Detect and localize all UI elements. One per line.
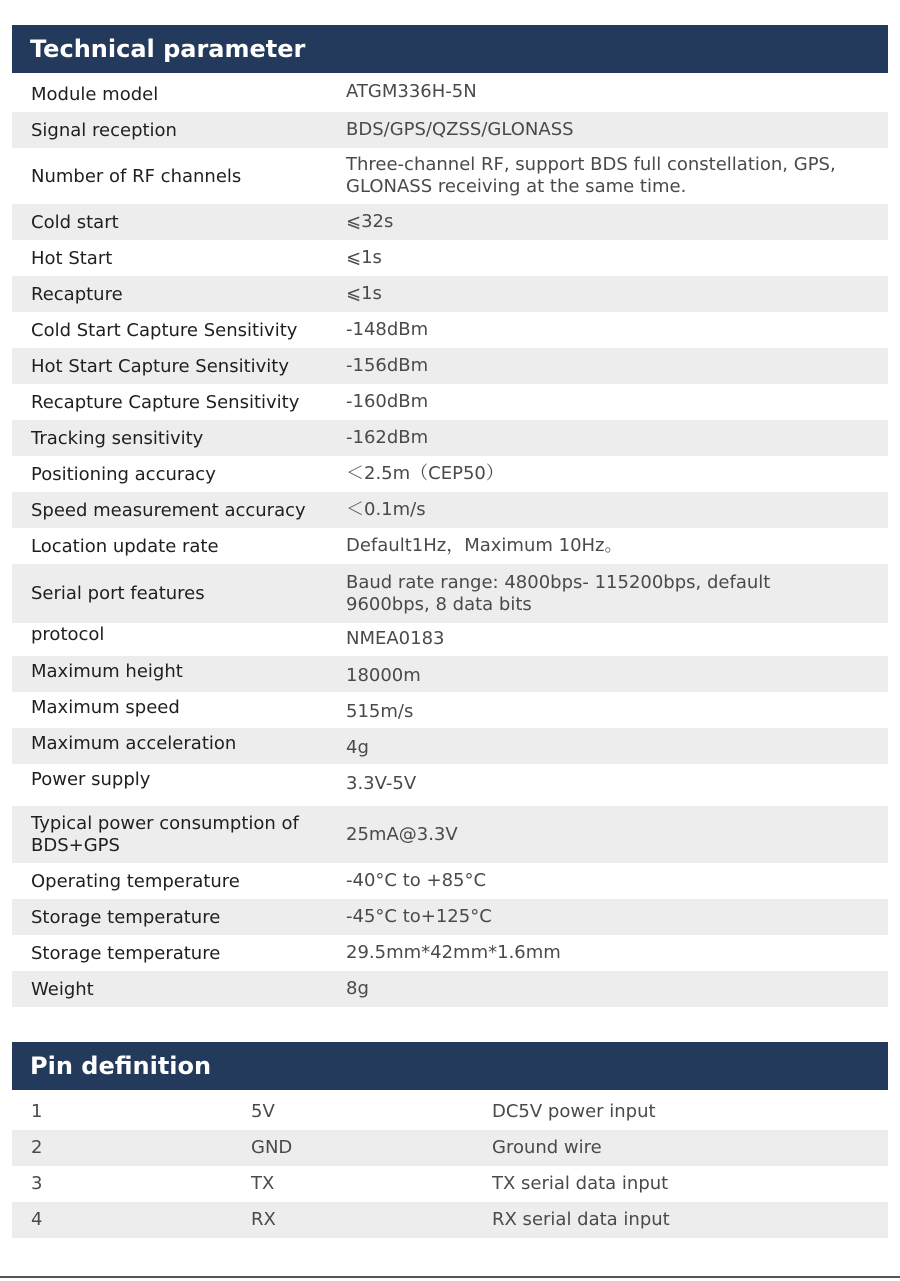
- param-label: Number of RF channels: [31, 165, 242, 187]
- param-label: Tracking sensitivity: [31, 427, 204, 449]
- table-row: [12, 76, 888, 112]
- table-row: [12, 112, 888, 148]
- table-row: [12, 420, 888, 456]
- param-label: Serial port features: [31, 583, 205, 604]
- param-value: -162dBm: [346, 427, 429, 448]
- table-row: [12, 492, 888, 528]
- param-label: Recapture: [31, 283, 123, 305]
- param-value: 18000m: [346, 665, 421, 686]
- param-value: ＜0.1m/s: [346, 499, 426, 520]
- param-label: Storage temperature: [31, 906, 221, 928]
- param-value: 3.3V-5V: [346, 773, 417, 794]
- param-value: ⩽1s: [346, 283, 382, 304]
- table-row: [12, 564, 888, 623]
- param-value: BDS/GPS/QZSS/GLONASS: [346, 119, 574, 140]
- param-label: Cold start: [31, 211, 119, 233]
- pin-name: TX: [251, 1173, 275, 1194]
- pin-description: Ground wire: [492, 1137, 602, 1158]
- param-value: ⩽32s: [346, 211, 394, 232]
- table-row: [12, 935, 888, 971]
- param-label: Hot Start: [31, 247, 113, 269]
- table-row: [12, 276, 888, 312]
- table-row: [12, 971, 888, 1007]
- param-value: -45°C to+125°C: [346, 906, 492, 927]
- pin-number: 2: [31, 1137, 43, 1158]
- param-label: protocol: [31, 624, 105, 645]
- pin-name: GND: [251, 1137, 293, 1158]
- pin-number: 4: [31, 1209, 43, 1230]
- table-row: [12, 1130, 888, 1166]
- param-value: 25mA@3.3V: [346, 823, 458, 845]
- pin-number: 1: [31, 1101, 43, 1122]
- table-row: [12, 528, 888, 564]
- param-value: -148dBm: [346, 319, 429, 340]
- table-row: [12, 863, 888, 899]
- param-label: Location update rate: [31, 535, 219, 557]
- table-row: [12, 456, 888, 492]
- table-row: [12, 623, 888, 656]
- bottom-divider: [0, 1276, 900, 1278]
- table-row: [12, 312, 888, 348]
- param-label: Module model: [31, 83, 159, 105]
- table-row: [12, 728, 888, 764]
- param-label: Hot Start Capture Sensitivity: [31, 355, 290, 377]
- pin-description: TX serial data input: [492, 1173, 669, 1194]
- table-row: [12, 1166, 888, 1202]
- param-label: Recapture Capture Sensitivity: [31, 391, 300, 413]
- param-label: Typical power consumption of BDS+GPS: [31, 812, 299, 856]
- param-label: Maximum height: [31, 661, 183, 682]
- pin-description: RX serial data input: [492, 1209, 670, 1230]
- param-label: Power supply: [31, 769, 151, 790]
- param-label: Signal reception: [31, 119, 177, 141]
- param-value: Default1Hz，Maximum 10Hz。: [346, 535, 623, 556]
- pin-description: DC5V power input: [492, 1101, 656, 1122]
- table-row: [12, 1202, 888, 1238]
- param-value: Three-channel RF, support BDS full constellation, GPS, GLONASS receiving at the same time.: [346, 154, 836, 197]
- param-label: Operating temperature: [31, 870, 240, 892]
- pin-name: RX: [251, 1209, 276, 1230]
- param-label: Weight: [31, 978, 94, 1000]
- param-label: Cold Start Capture Sensitivity: [31, 319, 298, 341]
- table-row: [12, 656, 888, 692]
- param-value: -156dBm: [346, 355, 429, 376]
- table-row: [12, 1094, 888, 1130]
- table-row: [12, 692, 888, 728]
- param-value: Baud rate range: 4800bps- 115200bps, default 9600bps, 8 data bits: [346, 571, 771, 615]
- param-value: 8g: [346, 978, 369, 999]
- technical-parameter-table: [12, 76, 888, 1007]
- param-value: ⩽1s: [346, 247, 382, 268]
- param-label: Storage temperature: [31, 942, 221, 964]
- table-row: [12, 899, 888, 935]
- param-value: -160dBm: [346, 391, 429, 412]
- table-row: [12, 384, 888, 420]
- param-value: NMEA0183: [346, 628, 445, 649]
- pin-definition-table: [12, 1094, 888, 1238]
- table-row: [12, 764, 888, 806]
- param-label: Maximum speed: [31, 697, 180, 718]
- param-label: Speed measurement accuracy: [31, 499, 306, 521]
- param-value: 4g: [346, 737, 369, 758]
- table-row: [12, 806, 888, 863]
- table-row: [12, 240, 888, 276]
- table-row: [12, 148, 888, 204]
- table-row: [12, 348, 888, 384]
- param-label: Positioning accuracy: [31, 463, 216, 485]
- param-value: -40°C to +85°C: [346, 870, 487, 891]
- param-label: Maximum acceleration: [31, 733, 237, 754]
- param-value: 29.5mm*42mm*1.6mm: [346, 942, 561, 963]
- param-value: ＜2.5m（CEP50）: [346, 463, 504, 484]
- table-row: [12, 204, 888, 240]
- pin-number: 3: [31, 1173, 43, 1194]
- param-value: ATGM336H-5N: [346, 81, 477, 102]
- pin-name: 5V: [251, 1101, 275, 1122]
- pin-definition-title: Pin definition: [12, 1042, 888, 1090]
- technical-parameter-title: Technical parameter: [12, 25, 888, 73]
- param-value: 515m/s: [346, 701, 414, 722]
